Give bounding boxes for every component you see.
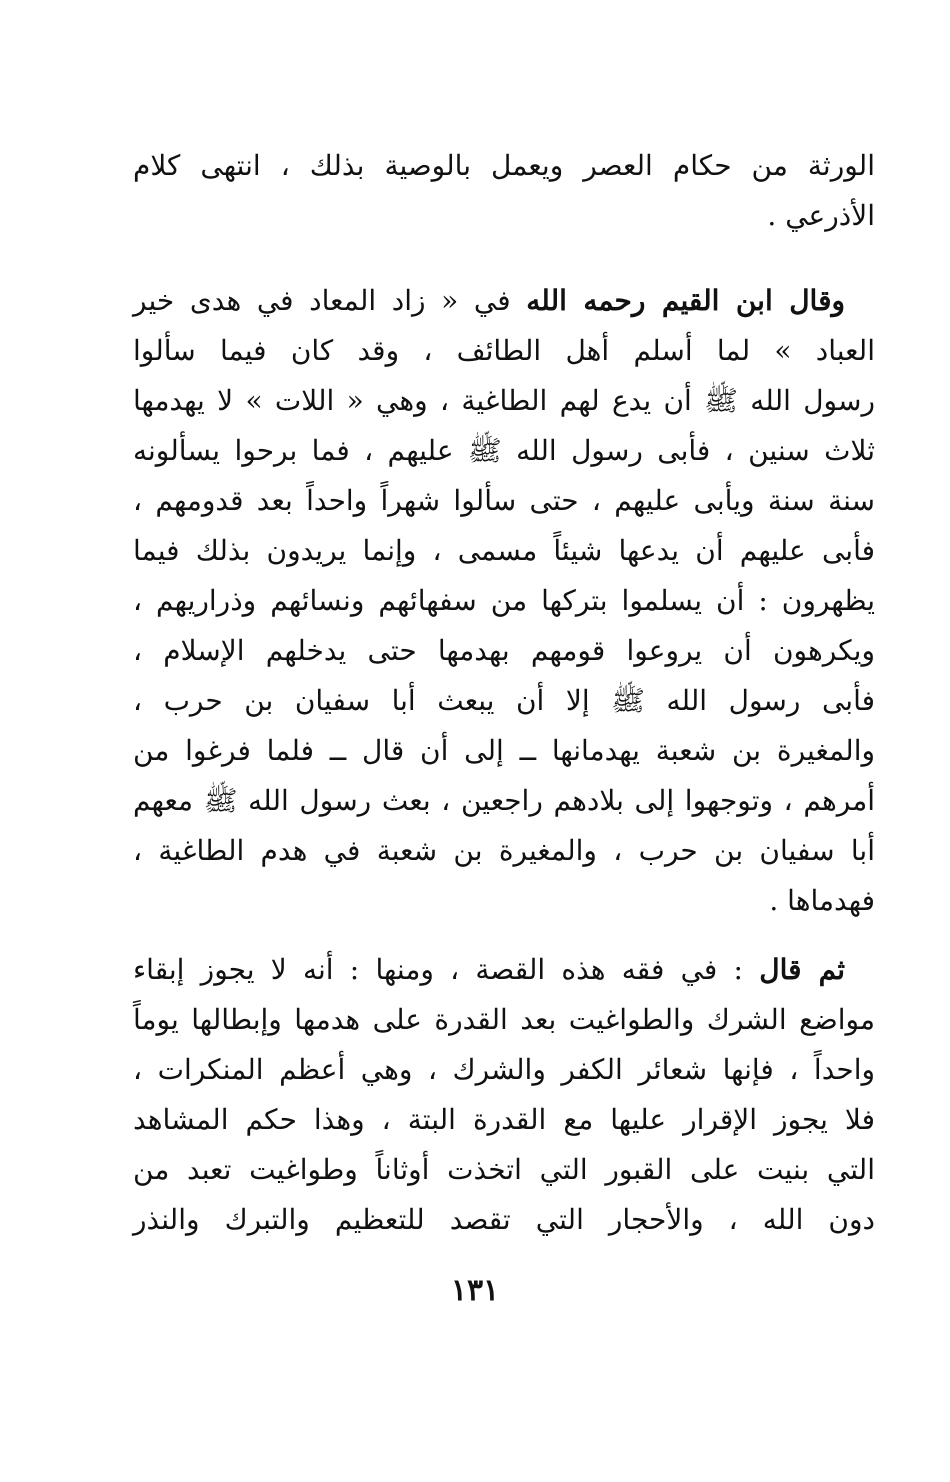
text-line: فهدماها . [769, 884, 875, 917]
speaker-lead: ثم قال [759, 953, 846, 986]
text-line: أمرهم ، وتوجهوا إلى بلادهم راجعين ، بعث رسول الله ﷺ معهم [133, 784, 875, 817]
text-line: العباد » لما أسلم أهل الطائف ، وقد كان فيما سألوا [133, 334, 875, 367]
paragraph-2 [133, 276, 875, 926]
text-line: واحداً ، فإنها شعائر الكفر والشرك ، وهي أعظم المنكرات ، [133, 1053, 875, 1086]
text-line: سنة سنة ويأبى عليهم ، حتى سألوا شهراً واحداً بعد قدومهم ، [133, 484, 875, 517]
text-line: يظهرون : أن يسلموا بتركها من سفهائهم ونسائهم وذراريهم ، [133, 584, 875, 617]
text-line: فلا يجوز الإقرار عليها مع القدرة البتة ، وهذا حكم المشاهد [133, 1103, 875, 1136]
text-line: ويكرهون أن يروعوا قومهم بهدمها حتى يدخلهم الإسلام ، [133, 634, 875, 667]
text-span: في « زاد المعاد في هدى خير [133, 284, 527, 317]
speaker-lead: وقال ابن القيم رحمه الله [526, 284, 845, 317]
text-line: مواضع الشرك والطواغيت بعد القدرة على هدمها وإبطالها يوماً [133, 1003, 875, 1036]
paragraph-1 [133, 141, 875, 241]
text-line [133, 276, 875, 326]
text-line: الورثة من حكام العصر ويعمل بالوصية بذلك ، انتهى كلام [133, 149, 875, 182]
page-number: ١٣١ [450, 1273, 500, 1308]
text-line: ثلاث سنين ، فأبى رسول الله ﷺ عليهم ، فما برحوا يسألونه [133, 434, 876, 467]
text-line: فأبى رسول الله ﷺ إلا أن يبعث أبا سفيان بن حرب ، [133, 684, 875, 717]
text-span: : في فقه هذه القصة ، ومنها : أنه لا يجوز إبقاء [133, 953, 760, 986]
text-line: فأبى عليهم أن يدعها شيئاً مسمى ، وإنما يريدون بذلك فيما [133, 534, 875, 567]
text-line: رسول الله ﷺ أن يدع لهم الطاغية ، وهي « اللات » لا يهدمها [133, 384, 875, 417]
text-line: دون الله ، والأحجار التي تقصد للتعظيم والتبرك والنذر [133, 1203, 875, 1236]
text-line [133, 945, 875, 995]
text-line: الأذرعي . [767, 199, 875, 232]
text-line: أبا سفيان بن حرب ، والمغيرة بن شعبة في هدم الطاغية ، [133, 834, 875, 867]
text-line: التي بنيت على القبور التي اتخذت أوثاناً وطواغيت تعبد من [133, 1153, 875, 1186]
text-line: والمغيرة بن شعبة يهدمانها ــ إلى أن قال ــ فلما فرغوا من [133, 734, 875, 767]
paragraph-3 [133, 945, 875, 1245]
